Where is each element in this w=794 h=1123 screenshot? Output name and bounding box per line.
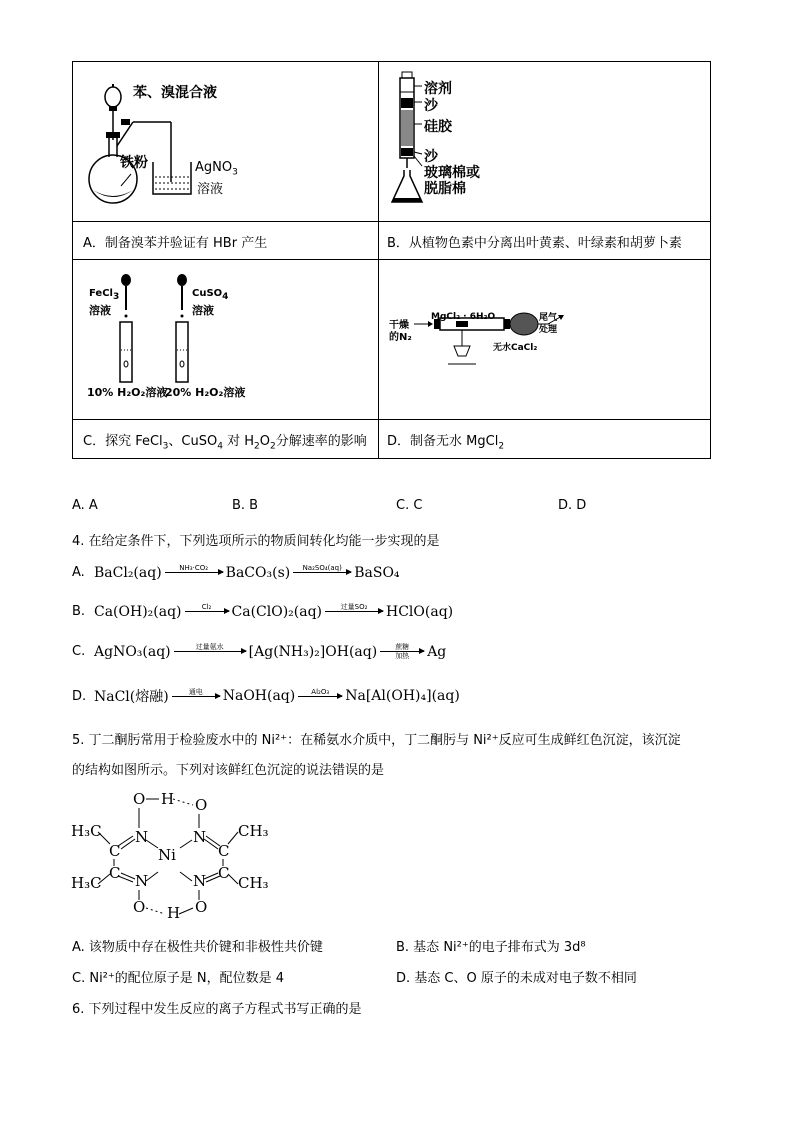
atom-c: C (218, 842, 230, 860)
atom-o: O (195, 796, 208, 814)
atom-c: C (109, 842, 121, 860)
table-divider (73, 419, 710, 420)
atom-n: N (193, 872, 207, 890)
label-h2o2-10: 10% H₂O₂溶液 (87, 386, 168, 399)
label-agno3-solution: 溶液 (197, 182, 224, 197)
nickel-dimethylglyoxime-structure (68, 788, 288, 923)
label-dry-n2-1: 干燥 (389, 320, 409, 331)
label-cuso4-solution: 溶液 (192, 304, 214, 317)
label-cuso4: CuSO$_4$ (192, 288, 229, 302)
label-silica: 硅胶 (424, 119, 452, 135)
q4-option-a: A. BaCl₂(aq) NH₃·CO₂ BaCO₃(s) Na₂SO₄(aq) BaSO₄ (72, 564, 400, 581)
q5-option-c: C. Ni²⁺的配位原子是 N，配位数是 4 (72, 971, 285, 986)
q6-stem: 6. 下列过程中发生反应的离子方程式书写正确的是 (72, 1002, 362, 1017)
q4-option-d: D. NaCl(熔融) 通电 NaOH(aq) Al₂O₃ Na[Al(OH)₄](aq) (72, 687, 460, 705)
atom-c: C (109, 864, 121, 882)
caption-a: A．制备溴苯并验证有 HBr 产生 (83, 236, 268, 251)
label-benzene-bromine: 苯、溴混合液 (133, 85, 217, 101)
atom-c: C (218, 864, 230, 882)
label-fecl3: FeCl$_3$ (89, 288, 120, 302)
q3-option-a: A. A (72, 498, 98, 513)
label-glass-wool: 玻璃棉或 (424, 165, 480, 181)
label-mgcl2-6h2o: MgCl₂ · 6H₂O (431, 312, 496, 322)
label-dry-n2-2: 的N₂ (389, 332, 412, 343)
q3-option-b: B. B (232, 498, 259, 513)
label-tail-gas-2: 处理 (539, 325, 558, 335)
q5-option-a: A. 该物质中存在极性共价键和非极性共价键 (72, 940, 323, 955)
q5-option-b: B. 基态 Ni²⁺的电子排布式为 3d⁸ (396, 940, 586, 955)
q4-option-c: C. AgNO₃(aq) 过量氨水 [Ag(NH₃)₂]OH(aq) 蔗糖 加热 Ag (72, 643, 447, 660)
atom-o: O (133, 898, 146, 916)
atom-o: O (133, 790, 146, 808)
atom-n: N (135, 872, 149, 890)
label-iron-powder: 铁粉 (120, 155, 148, 171)
label-tail-gas-1: 尾气 (539, 313, 558, 323)
bromobenzene-apparatus-figure (73, 62, 378, 221)
caption-d: D．制备无水 MgCl$_2$ (387, 434, 505, 452)
atom-ni: Ni (158, 846, 176, 864)
label-sand-top: 沙 (424, 98, 438, 114)
atom-n: N (135, 828, 149, 846)
methyl-left: H₃C (71, 822, 102, 840)
q3-option-c: C. C (396, 498, 423, 513)
caption-c: C．探究 FeCl$_3$、CuSO$_4$ 对 $H_2O_2$分解速率的影响 (83, 434, 367, 452)
q3-option-d: D. D (558, 498, 587, 513)
label-cotton: 脱脂棉 (424, 181, 466, 197)
label-anhydrous-cacl2: 无水CaCl₂ (493, 343, 538, 353)
methyl-left: H₃C (71, 874, 102, 892)
methyl-right: CH₃ (238, 822, 269, 840)
q4-stem: 4. 在给定条件下，下列选项所示的物质间转化均能一步实现的是 (72, 534, 440, 549)
label-agno3: AgNO$_3$ (195, 160, 238, 178)
label-h2o2-20: 20% H₂O₂溶液 (165, 386, 246, 399)
atom-o: O (195, 898, 208, 916)
anhydrous-mgcl2-figure (378, 260, 712, 419)
apparatus-table (72, 61, 711, 459)
q5-stem-line1: 5. 丁二酮肟常用于检验废水中的 Ni²⁺：在稀氨水介质中，丁二酮肟与 Ni²⁺反应可生成鲜红色沉淀，该沉淀 (72, 733, 681, 748)
q5-stem-line2: 的结构如图所示。下列对该鲜红色沉淀的说法错误的是 (72, 763, 385, 778)
table-divider (73, 221, 710, 222)
atom-h: H (161, 790, 175, 808)
q5-option-d: D. 基态 C、O 原子的未成对电子数不相同 (396, 971, 637, 986)
label-fecl3-solution: 溶液 (89, 304, 111, 317)
atom-n: N (193, 828, 207, 846)
label-solvent: 溶剂 (424, 81, 452, 97)
q4-option-b: B. Ca(OH)₂(aq) Cl₂ Ca(ClO)₂(aq) 过量SO₂ HClO(aq) (72, 603, 454, 620)
atom-h: H (167, 904, 181, 922)
caption-b: B．从植物色素中分离出叶黄素、叶绿素和胡萝卜素 (387, 236, 682, 251)
methyl-right: CH₃ (238, 874, 269, 892)
label-sand-bottom: 沙 (424, 149, 438, 165)
